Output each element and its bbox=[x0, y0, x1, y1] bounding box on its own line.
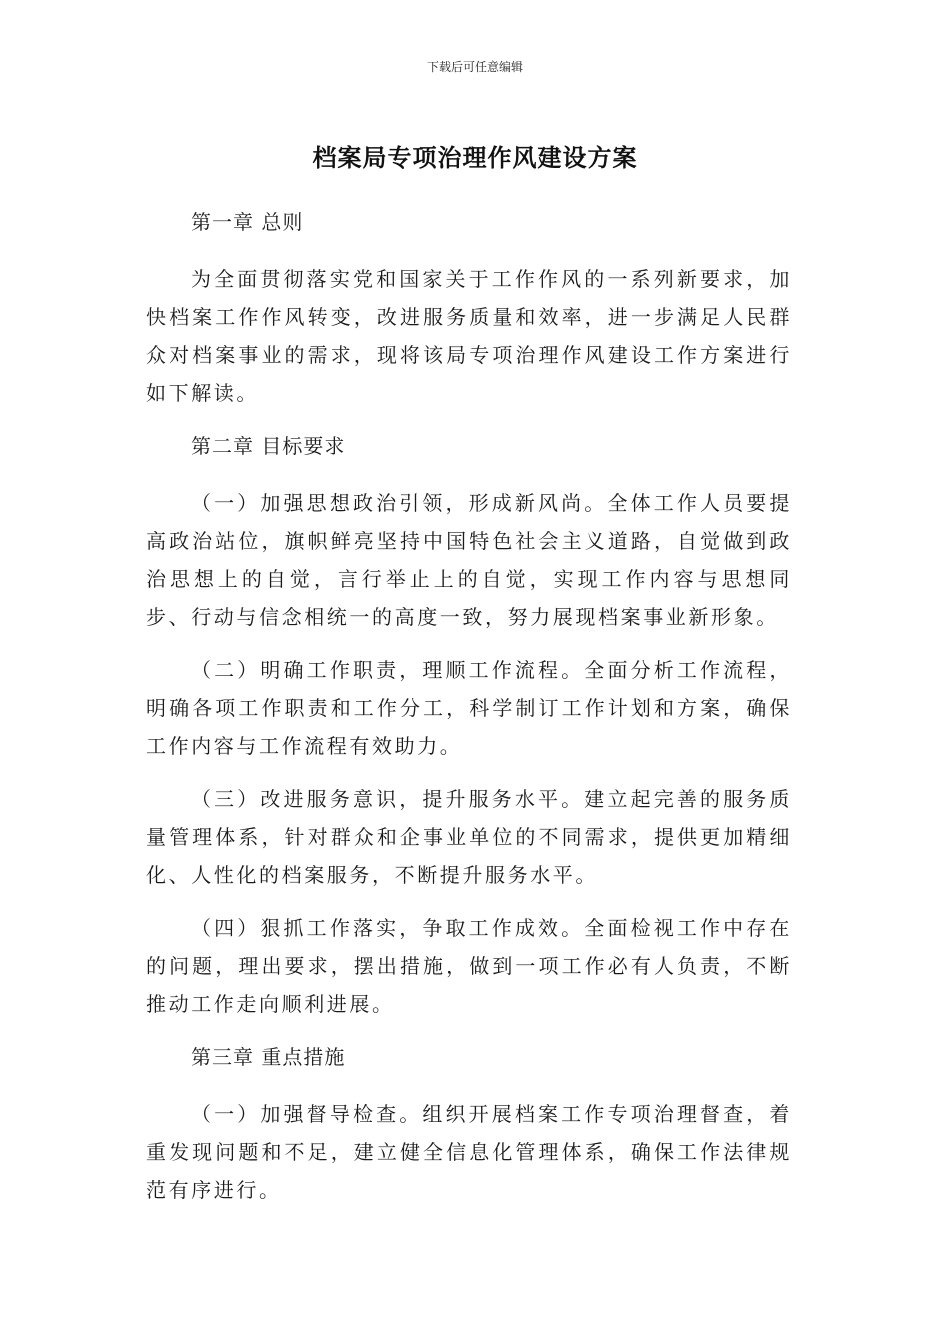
chapter-2-heading: 第二章 目标要求 bbox=[191, 434, 346, 458]
chapter-2-paragraph-2: （二）明确工作职责，理顺工作流程。全面分析工作流程，明确各项工作职责和工作分工，科学制订工作计划和方案，确保工作内容与工作流程有效助力。 bbox=[146, 658, 792, 758]
chapter-2-paragraph-3: （三）改进服务意识，提升服务水平。建立起完善的服务质量管理体系，针对群众和企事业单位的不同需求，提供更加精细化、人性化的档案服务，不断提升服务水平。 bbox=[146, 787, 792, 887]
chapter-1-paragraph-1: 为全面贯彻落实党和国家关于工作作风的一系列新要求，加快档案工作作风转变，改进服务质量和效率，进一步满足人民群众对档案事业的需求，现将该局专项治理作风建设工作方案进行如下解读。 bbox=[146, 267, 792, 405]
header-note: 下载后可任意编辑 bbox=[426, 60, 523, 74]
chapter-3-paragraph-1: （一）加强督导检查。组织开展档案工作专项治理督查，着重发现问题和不足，建立健全信息化管理体系，确保工作法律规范有序进行。 bbox=[146, 1102, 792, 1202]
chapter-3-heading: 第三章 重点措施 bbox=[191, 1045, 346, 1069]
chapter-2-paragraph-4: （四）狠抓工作落实，争取工作成效。全面检视工作中存在的问题，理出要求，摆出措施，做到一项工作必有人负责，不断推动工作走向顺利进展。 bbox=[146, 916, 792, 1016]
document-title: 档案局专项治理作风建设方案 bbox=[312, 144, 638, 172]
chapter-1-heading: 第一章 总则 bbox=[191, 210, 304, 234]
document-body bbox=[146, 203, 792, 1224]
chapter-2-paragraph-1: （一）加强思想政治引领，形成新风尚。全体工作人员要提高政治站位，旗帜鲜亮坚持中国特色社会主义道路，自觉做到政治思想上的自觉，言行举止上的自觉，实现工作内容与思想同步、行动与信念相统一的高度一致，努力展现档案事业新形象。 bbox=[146, 491, 792, 629]
